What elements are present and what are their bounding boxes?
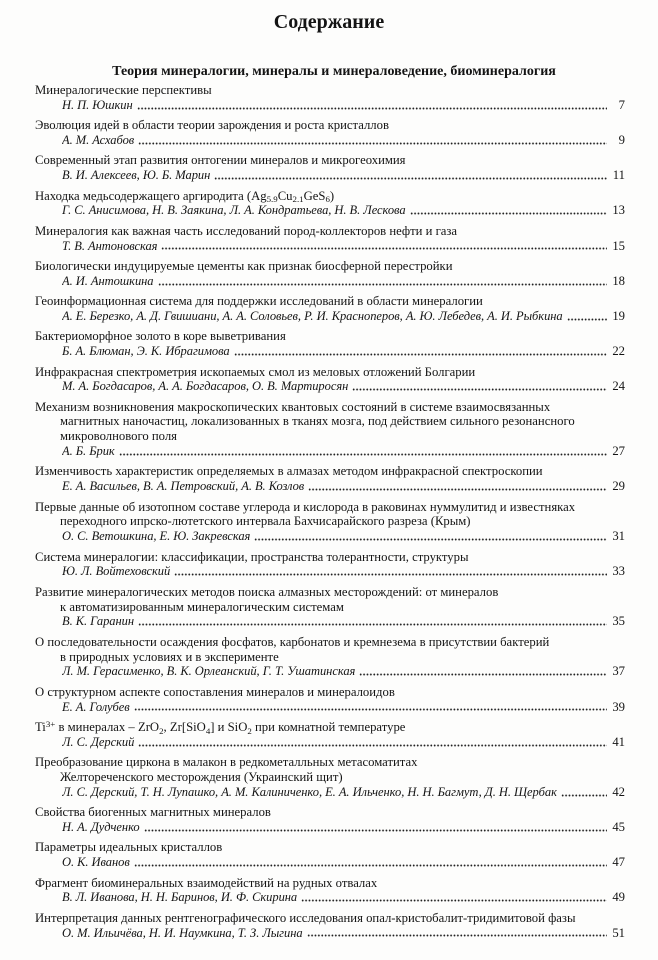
toc-entry (35, 585, 625, 629)
toc-entry (35, 329, 625, 359)
toc-entry (35, 153, 625, 183)
entry-authors: О. С. Ветошкина, Е. Ю. Закревская (62, 529, 251, 544)
entry-author-row (35, 479, 625, 494)
entry-page-number: 45 (612, 819, 625, 834)
subscript: 2 (247, 725, 252, 736)
entry-title-line: переходного ипрско-лютетского интервала Бахчисарайского разреза (Крым) (60, 514, 471, 529)
toc-entry (35, 189, 625, 219)
toc-entry (35, 720, 625, 750)
title-text: Cu (277, 188, 293, 203)
section-heading: Теория минералогии, минералы и минераловедение, биоминералогия (112, 64, 556, 79)
toc-entry (35, 840, 625, 870)
entry-authors: Л. С. Дерский (62, 734, 135, 749)
dot-leader (134, 864, 607, 867)
title-text: GeS (303, 188, 326, 203)
entry-title-line: Изменчивость характеристик определяемых в алмазах методом инфракрасной спектроскопии (35, 464, 543, 479)
title-text: ) (329, 188, 335, 203)
entry-authors: М. А. Богдасаров, А. А. Богдасаров, О. В. Мартиросян (62, 379, 349, 394)
dot-leader (254, 538, 607, 541)
entry-author-row (35, 564, 625, 579)
dot-leader (138, 142, 607, 145)
entry-author-row (35, 664, 625, 679)
dot-leader (352, 388, 607, 391)
entry-author-row (35, 309, 625, 324)
entry-page-number: 39 (612, 699, 625, 714)
entry-authors: Л. С. Дерский, Т. Н. Лупашко, А. М. Калиниченко, Е. А. Ильченко, Н. Н. Багмут, Д. Н. Щербак (62, 784, 557, 799)
entry-title-line: Система минералогии: классификации, пространства толерантности, структуры (35, 549, 469, 564)
toc-entry (35, 259, 625, 289)
title-text: при комнатной температуре (251, 719, 406, 734)
toc-entry (35, 464, 625, 494)
entry-title-line: Современный этап развития онтогении минералов и микрогеохимия (35, 153, 406, 168)
entry-authors: А. Е. Березко, А. Д. Гвишиани, А. А. Соловьев, Р. И. Красноперов, А. Ю. Лебедев, А. И. Рыбкина (62, 308, 563, 323)
dot-leader (158, 283, 607, 286)
entry-title-line (35, 720, 625, 735)
entry-page-number: 13 (612, 203, 625, 218)
dot-leader (119, 453, 607, 456)
entry-author-row (35, 529, 625, 544)
entry-authors: Е. А. Голубев (62, 699, 130, 714)
toc-entry (35, 911, 625, 941)
toc-list (35, 83, 625, 946)
entry-author-row (35, 379, 625, 394)
page-title: Содержание (273, 11, 385, 33)
entry-authors: А. Б. Брик (62, 444, 115, 459)
entry-page-number: 24 (612, 379, 625, 394)
toc-entry (35, 876, 625, 906)
entry-title-line: Преобразование циркона в малакон в редкометалльных метасоматитах (35, 755, 418, 770)
title-text: в минералах – ZrO (55, 719, 160, 734)
entry-page-number: 41 (612, 734, 625, 749)
entry-page-number: 19 (612, 308, 625, 323)
toc-entry (35, 805, 625, 835)
entry-page-number: 31 (612, 529, 625, 544)
entry-title-line (35, 189, 625, 204)
entry-authors: Н. П. Юшкин (62, 97, 133, 112)
dot-leader (308, 488, 607, 491)
entry-page-number: 7 (618, 97, 625, 112)
entry-author-row (35, 133, 625, 148)
entry-page-number: 42 (612, 784, 625, 799)
toc-entry (35, 400, 625, 459)
entry-page-number: 47 (612, 855, 625, 870)
toc-entry (35, 118, 625, 148)
entry-author-row (35, 239, 625, 254)
entry-title-line: Геоинформационная система для поддержки исследований в области минералогии (35, 294, 483, 309)
entry-title-line: Эволюция идей в области теории зарождения и роста кристаллов (35, 118, 389, 133)
entry-authors: О. К. Иванов (62, 855, 130, 870)
entry-authors: В. Л. Иванова, Н. Н. Баринов, И. Ф. Скирина (62, 890, 298, 905)
entry-authors: Г. С. Анисимова, Н. В. Заякина, Л. А. Кондратьева, Н. В. Лескова (62, 203, 406, 218)
entry-title-line: Первые данные об изотопном составе углерода и кислорода в раковинах нуммулитид и известняках (35, 499, 576, 514)
entry-title-line: Минералогические перспективы (35, 83, 212, 97)
toc-entry (35, 294, 625, 324)
subscript: 2 (159, 725, 164, 736)
entry-author-row (35, 785, 625, 800)
dot-leader (138, 623, 607, 626)
subscript: 4 (205, 725, 211, 736)
entry-page-number: 37 (612, 664, 625, 679)
dot-leader (410, 212, 607, 215)
entry-title-line: Желтореченского месторождения (Украинский щит) (60, 769, 343, 784)
entry-author-row (35, 855, 625, 870)
title-text: Находка медьсодержащего аргиродита (Ag (35, 188, 267, 203)
dot-leader (359, 673, 607, 676)
dot-leader (234, 353, 607, 356)
toc-entry (35, 550, 625, 580)
entry-title-line: Инфракрасная спектрометрия ископаемых смол из меловых отложений Болгарии (35, 364, 476, 379)
dot-leader (301, 899, 607, 902)
entry-authors: Б. А. Блюман, Э. К. Ибрагимова (62, 344, 230, 359)
entry-title-line: О структурном аспекте сопоставления минералов и минералоидов (35, 684, 395, 699)
entry-authors: О. М. Ильичёва, Н. И. Наумкина, Т. З. Лыгина (62, 925, 303, 940)
title-text: , Zr[SiO (163, 719, 206, 734)
entry-page-number: 27 (612, 444, 625, 459)
entry-title-line: Интерпретация данных рентгенографического исследования опал-кристобалит-тридимитовой фазы (35, 910, 576, 925)
entry-title-line: Фрагмент биоминеральных взаимодействий на рудных отвалах (35, 875, 378, 890)
entry-title-line: Параметры идеальных кристаллов (35, 840, 223, 855)
title-text: Ti (35, 719, 46, 734)
entry-title-line: Свойства биогенных магнитных минералов (35, 805, 271, 820)
entry-page-number: 51 (612, 925, 625, 940)
dot-leader (561, 794, 607, 797)
entry-author-row (35, 344, 625, 359)
dot-leader (137, 107, 607, 110)
toc-entry (35, 635, 625, 679)
entry-title-line: Бактериоморфное золото в коре выветривания (35, 329, 286, 344)
entry-author-row (35, 890, 625, 905)
entry-page-number: 29 (612, 479, 625, 494)
entry-authors: Л. М. Герасименко, В. К. Орлеанский, Г. Т. Ушатинская (62, 664, 356, 679)
subscript: 2.1 (292, 194, 304, 205)
dot-leader (138, 744, 607, 747)
entry-title-line: в природных условиях и в эксперименте (60, 649, 279, 664)
entry-page-number: 35 (612, 614, 625, 629)
dot-leader (307, 934, 607, 937)
entry-authors: А. М. Асхабов (62, 132, 135, 147)
entry-title-line: микроволнового поля (60, 429, 177, 444)
entry-page-number: 11 (612, 168, 625, 183)
entry-authors: Ю. Л. Войтеховский (62, 564, 171, 579)
entry-page-number: 33 (612, 564, 625, 579)
dot-leader (144, 829, 607, 832)
title-text: ] и SiO (210, 719, 248, 734)
entry-author-row (35, 444, 625, 459)
entry-title-line: Развитие минералогических методов поиска алмазных месторождений: от минералов (35, 584, 499, 599)
entry-author-row (35, 614, 625, 629)
entry-author-row (35, 274, 625, 289)
dot-leader (214, 177, 607, 180)
entry-author-row (35, 735, 625, 750)
entry-page-number: 22 (612, 344, 625, 359)
toc-entry (35, 685, 625, 715)
entry-title-line: Минералогия как важная часть исследований пород-коллекторов нефти и газа (35, 223, 458, 238)
subscript: 5.9 (266, 194, 278, 205)
entry-author-row (35, 820, 625, 835)
entry-authors: А. И. Антошкина (62, 273, 154, 288)
entry-author-row (35, 203, 625, 218)
dot-leader (134, 708, 607, 711)
entry-author-row (35, 168, 625, 183)
entry-authors: Т. В. Антоновская (62, 238, 158, 253)
entry-title-line: магнитных наночастиц, локализованных в тканях мозга, под действием сильного резонансного (60, 414, 575, 429)
toc-entry (35, 500, 625, 544)
superscript: 3+ (45, 718, 56, 729)
dot-leader (174, 573, 607, 576)
dot-leader (161, 247, 607, 250)
entry-page-number: 9 (618, 132, 625, 147)
entry-author-row (35, 700, 625, 715)
entry-title-line: к автоматизированным минералогическим системам (60, 599, 344, 614)
entry-authors: В. К. Гаранин (62, 614, 134, 629)
entry-author-row (35, 926, 625, 941)
entry-page-number: 18 (612, 273, 625, 288)
entry-title-line: Механизм возникновения макроскопических квантовых состояний в системе взаимосвязанных (35, 399, 551, 414)
toc-entry (35, 365, 625, 395)
subscript: 6 (325, 194, 330, 205)
entry-title-line: Биологически индуцируемые цементы как признак биосферной перестройки (35, 258, 453, 273)
entry-author-row (35, 98, 625, 113)
entry-title-line: О последовательности осаждения фосфатов, карбонатов и кремнезема в присутствии бактерий (35, 634, 550, 649)
entry-authors: Е. А. Васильев, В. А. Петровский, А. В. Козлов (62, 479, 305, 494)
toc-entry (35, 83, 625, 113)
entry-page-number: 15 (612, 238, 625, 253)
toc-entry (35, 224, 625, 254)
entry-authors: В. И. Алексеев, Ю. Б. Марин (62, 168, 211, 183)
toc-entry (35, 755, 625, 799)
entry-page-number: 49 (612, 890, 625, 905)
dot-leader (567, 318, 607, 321)
entry-authors: Н. А. Дудченко (62, 819, 140, 834)
